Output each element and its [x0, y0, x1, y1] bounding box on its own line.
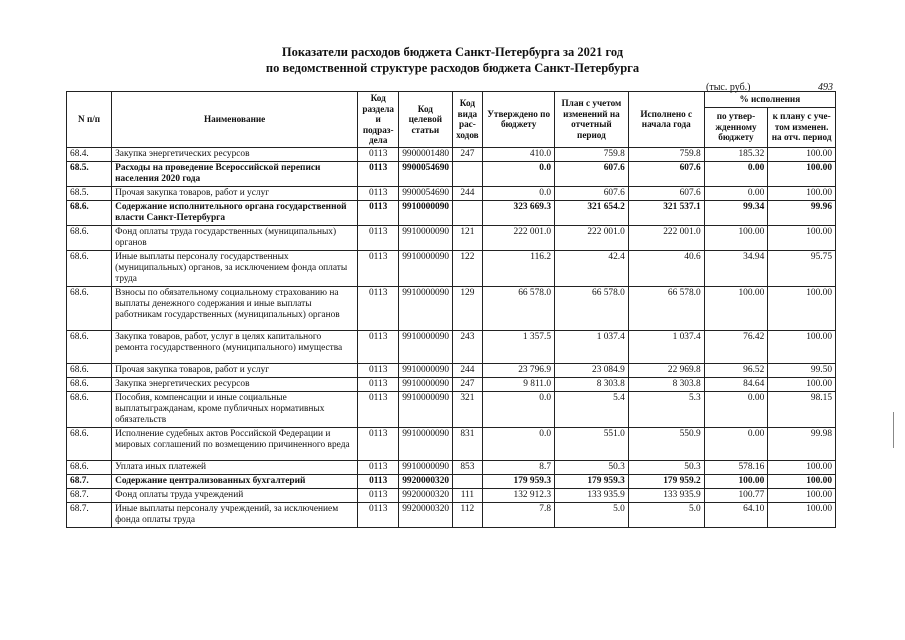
- row-name: Содержание исполнительного органа государственной власти Санкт-Петербурга: [112, 200, 358, 225]
- row-name: Пособия, компенсации и иные социальные выплатыгражданам, кроме публичных нормативных обязательств: [112, 391, 358, 427]
- row-name: Закупка товаров, работ, услуг в целях капитального ремонта государственного (муниципального) имущества: [112, 330, 358, 363]
- row-type-code: 244: [452, 363, 483, 377]
- row-target-code: 9900001480: [399, 147, 452, 161]
- row-name: Закупка энергетических ресурсов: [112, 147, 358, 161]
- row-type-code: 321: [452, 391, 483, 427]
- table-row: [67, 225, 836, 250]
- table-body: [67, 147, 836, 527]
- row-name: Расходы на проведение Всероссийской переписи населения 2020 года: [112, 161, 358, 186]
- header-planned: План с учетом изменений на отчетный период: [555, 92, 629, 148]
- budget-table: [66, 91, 836, 528]
- header-type-code: Код вида рас-ходов: [452, 92, 483, 148]
- row-number: 68.6.: [67, 377, 112, 391]
- row-target-code: 9900054690: [399, 161, 452, 186]
- row-target-code: 9910000090: [399, 460, 452, 474]
- row-number: 68.6.: [67, 391, 112, 427]
- row-executed: 179 959.2: [628, 474, 704, 488]
- row-type-code: 112: [452, 502, 483, 527]
- row-executed: 759.8: [628, 147, 704, 161]
- row-name: Содержание централизованных бухгалтерий: [112, 474, 358, 488]
- row-target-code: 9910000090: [399, 363, 452, 377]
- row-type-code: 247: [452, 377, 483, 391]
- header-name: Наименование: [112, 92, 358, 148]
- row-number: 68.6.: [67, 225, 112, 250]
- row-executed: 5.3: [628, 391, 704, 427]
- row-planned: 321 654.2: [555, 200, 629, 225]
- row-planned: 607.6: [555, 186, 629, 200]
- row-pct-approved: 0.00: [704, 186, 768, 200]
- row-type-code: 244: [452, 186, 483, 200]
- row-executed: 40.6: [628, 250, 704, 286]
- document-title: [0, 44, 905, 76]
- row-pct-approved: 578.16: [704, 460, 768, 474]
- row-approved: 9 811.0: [483, 377, 555, 391]
- row-pct-approved: 64.10: [704, 502, 768, 527]
- row-pct-plan: 95.75: [768, 250, 836, 286]
- row-name: Уплата иных платежей: [112, 460, 358, 474]
- header-np: N п/п: [67, 92, 112, 148]
- row-pct-approved: 34.94: [704, 250, 768, 286]
- row-pct-plan: 100.00: [768, 186, 836, 200]
- row-pct-plan: 100.00: [768, 460, 836, 474]
- row-pct-approved: 185.32: [704, 147, 768, 161]
- row-planned: 8 303.8: [555, 377, 629, 391]
- row-pct-plan: 99.98: [768, 427, 836, 460]
- row-number: 68.6.: [67, 286, 112, 330]
- row-pct-approved: 100.00: [704, 225, 768, 250]
- row-target-code: 9910000090: [399, 391, 452, 427]
- row-number: 68.6.: [67, 330, 112, 363]
- row-name: Иные выплаты персоналу государственных (муниципальных) органов, за исключением фонда оплаты труда: [112, 250, 358, 286]
- row-section-code: 0113: [358, 363, 399, 377]
- row-type-code: 111: [452, 488, 483, 502]
- header-pct-approved: по утвер-жденному бюджету: [704, 107, 768, 147]
- row-section-code: 0113: [358, 330, 399, 363]
- title-line-2: по ведомственной структуре расходов бюджета Санкт-Петербурга: [265, 61, 640, 75]
- table-row: [67, 427, 836, 460]
- table-row: [67, 330, 836, 363]
- row-section-code: 0113: [358, 161, 399, 186]
- row-number: 68.6.: [67, 250, 112, 286]
- row-planned: 1 037.4: [555, 330, 629, 363]
- row-approved: 323 669.3: [483, 200, 555, 225]
- row-pct-approved: 0.00: [704, 391, 768, 427]
- table-row: [67, 186, 836, 200]
- row-pct-plan: 100.00: [768, 474, 836, 488]
- row-number: 68.7.: [67, 502, 112, 527]
- row-pct-plan: 100.00: [768, 225, 836, 250]
- row-type-code: 129: [452, 286, 483, 330]
- row-pct-plan: 100.00: [768, 286, 836, 330]
- row-section-code: 0113: [358, 488, 399, 502]
- table-row: [67, 474, 836, 488]
- row-name: Закупка энергетических ресурсов: [112, 377, 358, 391]
- row-number: 68.6.: [67, 460, 112, 474]
- table-row: [67, 502, 836, 527]
- row-section-code: 0113: [358, 427, 399, 460]
- row-pct-approved: 0.00: [704, 427, 768, 460]
- row-planned: 222 001.0: [555, 225, 629, 250]
- row-executed: 5.0: [628, 502, 704, 527]
- row-target-code: 9910000090: [399, 377, 452, 391]
- row-name: Фонд оплаты труда учреждений: [112, 488, 358, 502]
- table-row: [67, 250, 836, 286]
- title-line-1: Показатели расходов бюджета Санкт-Петербурга за 2021 год: [281, 45, 624, 59]
- row-pct-plan: 100.00: [768, 147, 836, 161]
- row-section-code: 0113: [358, 474, 399, 488]
- row-section-code: 0113: [358, 286, 399, 330]
- row-target-code: 9910000090: [399, 250, 452, 286]
- table-header: [67, 92, 836, 148]
- row-executed: 607.6: [628, 186, 704, 200]
- row-pct-approved: 84.64: [704, 377, 768, 391]
- row-approved: 8.7: [483, 460, 555, 474]
- row-number: 68.6.: [67, 363, 112, 377]
- table-row: [67, 200, 836, 225]
- row-approved: 0.0: [483, 161, 555, 186]
- row-type-code: 243: [452, 330, 483, 363]
- row-type-code: [452, 161, 483, 186]
- row-number: 68.6.: [67, 200, 112, 225]
- row-planned: 23 084.9: [555, 363, 629, 377]
- row-target-code: 9910000090: [399, 330, 452, 363]
- row-name: Прочая закупка товаров, работ и услуг: [112, 363, 358, 377]
- row-pct-plan: 98.15: [768, 391, 836, 427]
- row-executed: 550.9: [628, 427, 704, 460]
- header-pct-plan: к плану с уче-том изменен. на отч. период: [768, 107, 836, 147]
- row-section-code: 0113: [358, 200, 399, 225]
- row-approved: 0.0: [483, 391, 555, 427]
- header-target-code: Код целевой статьи: [399, 92, 452, 148]
- row-target-code: 9920000320: [399, 474, 452, 488]
- row-pct-approved: 96.52: [704, 363, 768, 377]
- row-pct-plan: 100.00: [768, 377, 836, 391]
- row-pct-approved: 100.00: [704, 286, 768, 330]
- row-section-code: 0113: [358, 460, 399, 474]
- row-section-code: 0113: [358, 377, 399, 391]
- row-target-code: 9910000090: [399, 427, 452, 460]
- row-pct-plan: 100.00: [768, 161, 836, 186]
- row-approved: 410.0: [483, 147, 555, 161]
- row-type-code: 831: [452, 427, 483, 460]
- table-row: [67, 488, 836, 502]
- row-executed: 50.3: [628, 460, 704, 474]
- row-planned: 759.8: [555, 147, 629, 161]
- row-planned: 5.0: [555, 502, 629, 527]
- row-target-code: 9910000090: [399, 200, 452, 225]
- row-name: Прочая закупка товаров, работ и услуг: [112, 186, 358, 200]
- row-target-code: 9920000320: [399, 488, 452, 502]
- row-pct-approved: 99.34: [704, 200, 768, 225]
- row-type-code: 122: [452, 250, 483, 286]
- row-section-code: 0113: [358, 225, 399, 250]
- row-approved: 132 912.3: [483, 488, 555, 502]
- row-pct-approved: 100.77: [704, 488, 768, 502]
- scan-artifact: [893, 412, 894, 448]
- row-target-code: 9910000090: [399, 286, 452, 330]
- row-number: 68.6.: [67, 427, 112, 460]
- row-type-code: [452, 474, 483, 488]
- header-section-code: Код раздела и подраз-дела: [358, 92, 399, 148]
- row-section-code: 0113: [358, 147, 399, 161]
- row-approved: 116.2: [483, 250, 555, 286]
- row-planned: 42.4: [555, 250, 629, 286]
- row-pct-approved: 0.00: [704, 161, 768, 186]
- row-executed: 66 578.0: [628, 286, 704, 330]
- row-name: Взносы по обязательному социальному страхованию на выплаты денежного содержания и иные выплаты работникам государственных (муниципальных) органов: [112, 286, 358, 330]
- row-planned: 179 959.3: [555, 474, 629, 488]
- row-approved: 0.0: [483, 186, 555, 200]
- row-pct-plan: 99.96: [768, 200, 836, 225]
- row-approved: 23 796.9: [483, 363, 555, 377]
- row-pct-plan: 99.50: [768, 363, 836, 377]
- table-row: [67, 147, 836, 161]
- table-row: [67, 161, 836, 186]
- row-name: Исполнение судебных актов Российской Федерации и мировых соглашений по возмещению причиненного вреда: [112, 427, 358, 460]
- row-pct-plan: 100.00: [768, 330, 836, 363]
- row-executed: 607.6: [628, 161, 704, 186]
- row-approved: 66 578.0: [483, 286, 555, 330]
- header-percent-group: % исполнения: [704, 92, 835, 108]
- row-number: 68.4.: [67, 147, 112, 161]
- row-section-code: 0113: [358, 502, 399, 527]
- row-executed: 321 537.1: [628, 200, 704, 225]
- row-approved: 7.8: [483, 502, 555, 527]
- header-approved: Утверждено по бюджету: [483, 92, 555, 148]
- row-executed: 22 969.8: [628, 363, 704, 377]
- row-executed: 8 303.8: [628, 377, 704, 391]
- row-type-code: 121: [452, 225, 483, 250]
- row-planned: 50.3: [555, 460, 629, 474]
- row-number: 68.7.: [67, 488, 112, 502]
- row-planned: 66 578.0: [555, 286, 629, 330]
- row-section-code: 0113: [358, 391, 399, 427]
- row-pct-plan: 100.00: [768, 502, 836, 527]
- table-row: [67, 363, 836, 377]
- row-pct-approved: 76.42: [704, 330, 768, 363]
- row-section-code: 0113: [358, 250, 399, 286]
- row-approved: 1 357.5: [483, 330, 555, 363]
- row-planned: 551.0: [555, 427, 629, 460]
- table-row: [67, 377, 836, 391]
- row-planned: 5.4: [555, 391, 629, 427]
- row-approved: 179 959.3: [483, 474, 555, 488]
- row-approved: 222 001.0: [483, 225, 555, 250]
- page-number: 493: [818, 82, 833, 93]
- row-type-code: 853: [452, 460, 483, 474]
- table-row: [67, 391, 836, 427]
- row-number: 68.7.: [67, 474, 112, 488]
- units-label: (тыс. руб.): [706, 82, 751, 93]
- row-target-code: 9910000090: [399, 225, 452, 250]
- row-target-code: 9920000320: [399, 502, 452, 527]
- row-target-code: 9900054690: [399, 186, 452, 200]
- table-row: [67, 286, 836, 330]
- row-pct-approved: 100.00: [704, 474, 768, 488]
- row-number: 68.5.: [67, 186, 112, 200]
- row-name: Иные выплаты персоналу учреждений, за исключением фонда оплаты труда: [112, 502, 358, 527]
- row-type-code: 247: [452, 147, 483, 161]
- row-name: Фонд оплаты труда государственных (муниципальных) органов: [112, 225, 358, 250]
- row-planned: 607.6: [555, 161, 629, 186]
- row-approved: 0.0: [483, 427, 555, 460]
- row-section-code: 0113: [358, 186, 399, 200]
- row-executed: 222 001.0: [628, 225, 704, 250]
- header-executed: Исполнено с начала года: [628, 92, 704, 148]
- row-pct-plan: 100.00: [768, 488, 836, 502]
- row-type-code: [452, 200, 483, 225]
- row-number: 68.5.: [67, 161, 112, 186]
- row-executed: 133 935.9: [628, 488, 704, 502]
- row-planned: 133 935.9: [555, 488, 629, 502]
- table-row: [67, 460, 836, 474]
- row-executed: 1 037.4: [628, 330, 704, 363]
